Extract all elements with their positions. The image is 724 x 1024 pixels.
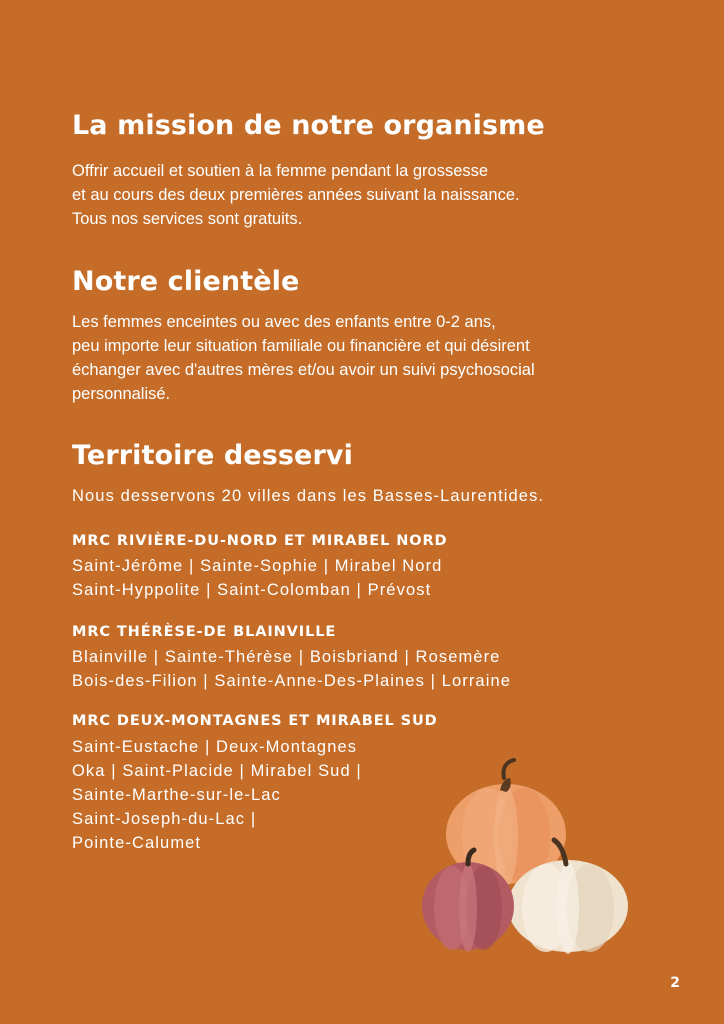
clientele-line: échanger avec d'autres mères et/ou avoir un suivi psychosocial xyxy=(72,361,535,379)
clientele-text xyxy=(72,310,672,406)
town-line: Pointe-Calumet xyxy=(72,834,202,852)
page-number: 2 xyxy=(670,975,680,991)
town-line: Saint-Joseph-du-Lac | xyxy=(72,810,257,828)
mission-line: Offrir accueil et soutien à la femme pendant la grossesse xyxy=(72,162,489,180)
clientele-line: Les femmes enceintes ou avec des enfants entre 0-2 ans, xyxy=(72,313,496,331)
mission-line: Tous nos services sont gratuits. xyxy=(72,210,303,228)
mrc-towns xyxy=(72,645,511,693)
mrc-title: MRC THÉRÈSE-DE BLAINVILLE xyxy=(72,624,337,640)
territoire-intro: Nous desservons 20 villes dans les Basses-Laurentides. xyxy=(72,487,545,505)
town-line: Oka | Saint-Placide | Mirabel Sud | xyxy=(72,762,362,780)
town-line: Saint-Jérôme | Sainte-Sophie | Mirabel Nord xyxy=(72,557,443,575)
town-line: Blainville | Sainte-Thérèse | Boisbriand | Rosemère xyxy=(72,648,501,666)
mrc-title: MRC DEUX-MONTAGNES ET MIRABEL SUD xyxy=(72,713,438,729)
clientele-line: peu importe leur situation familiale ou financière et qui désirent xyxy=(72,337,530,355)
clientele-heading: Notre clientèle xyxy=(72,266,300,297)
town-line: Sainte-Marthe-sur-le-Lac xyxy=(72,786,281,804)
town-line: Bois-des-Filion | Sainte-Anne-Des-Plaines | Lorraine xyxy=(72,672,512,690)
territoire-heading: Territoire desservi xyxy=(72,440,353,471)
mission-heading: La mission de notre organisme xyxy=(72,110,545,141)
mrc-title: MRC RIVIÈRE-DU-NORD ET MIRABEL NORD xyxy=(72,533,448,549)
mrc-towns xyxy=(72,735,362,855)
town-line: Saint-Eustache | Deux-Montagnes xyxy=(72,738,358,756)
mission-text xyxy=(72,159,672,231)
town-line: Saint-Hyppolite | Saint-Colomban | Prévost xyxy=(72,581,432,599)
mission-line: et au cours des deux premières années suivant la naissance. xyxy=(72,186,520,204)
clientele-line: personnalisé. xyxy=(72,385,171,403)
mrc-towns xyxy=(72,554,442,602)
pumpkins-illustration xyxy=(418,756,633,956)
